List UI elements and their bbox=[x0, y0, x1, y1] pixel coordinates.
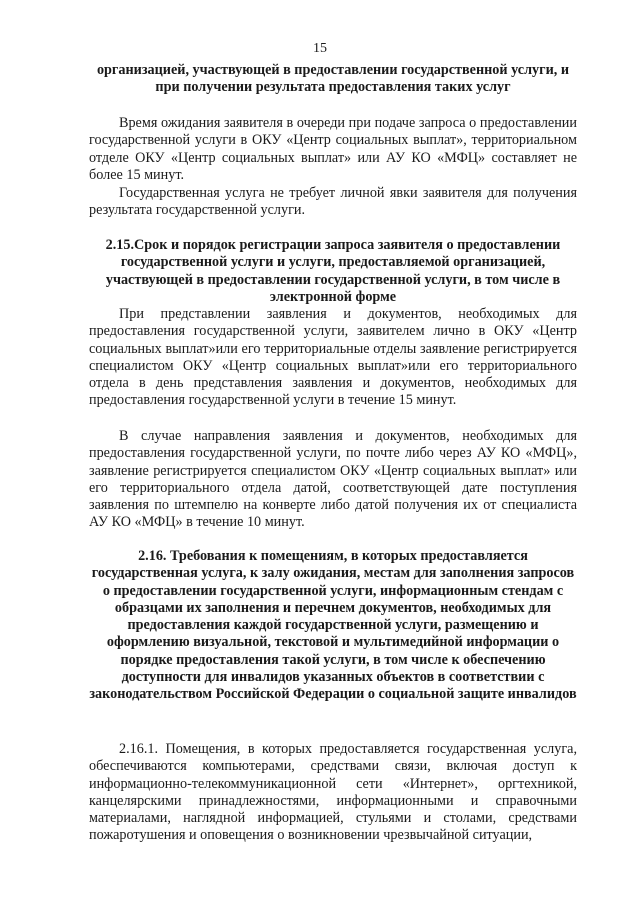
paragraph-no-visit: Государственная услуга не требует личной явки заявителя для получения результата государственной услуги. bbox=[89, 185, 577, 219]
section-2-15-paragraph-2: В случае направления заявления и документов, необходимых для предоставления государственной услуги, по почте либо через АУ КО «МФЦ», заявление регистрируется специалистом ОКУ «Центр социальных выплат» или его территориального отдела датой, соответствующей дате поступления заявления по штемпелю на конверте либо датой получения их от специалиста АУ КО «МФЦ» в течение 10 минут. bbox=[89, 428, 577, 531]
section-2-15-paragraph-1: При представлении заявления и документов, необходимых для предоставления государственной услуги, заявителем лично в ОКУ «Центр социальных выплат»или его территориальные отделы заявление регистрируется специалистом ОКУ «Центр социальных выплат»или его территориального отдела в день представления заявления и документов, необходимых для предоставления государственной услуги в течение 15 минут. bbox=[89, 306, 577, 409]
section-2-16-heading: 2.16. Требования к помещениям, в которых предоставляется государственная услуга, к залу ожидания, местам для заполнения запросов о предоставлении государственной услуги, информационным стендам с образцами их заполнения и перечнем документов, необходимых для предоставления каждой государственной услуги, размещению и оформлению визуальной, текстовой и мультимедийной информации о порядке предоставления такой услуги, в том числе к обеспечению доступности для инвалидов указанных объектов в соответствии с законодательством Российской Федерации о социальной защите инвалидов bbox=[89, 548, 577, 703]
continued-heading: организацией, участвующей в предоставлении государственной услуги, и при получении результата предоставления таких услуг bbox=[96, 62, 570, 96]
page-number: 15 bbox=[313, 41, 327, 56]
section-2-15-heading: 2.15.Срок и порядок регистрации запроса заявителя о предоставлении государственной услуги и услуги, предоставляемой организацией, участвующей в предоставлении государственной услуги, в том числе в электронной форме bbox=[105, 237, 561, 305]
section-2-16-1-paragraph: 2.16.1. Помещения, в которых предоставляется государственная услуга, обеспечиваются компьютерами, средствами связи, включая доступ к информационно-телекоммуникационной сети «Интернет», оргтехникой, канцелярскими принадлежностями, информационными и справочными материалами, наглядной информацией, стульями и столами, средствами пожаротушения и оповещения о возникновении чрезвычайной ситуации, bbox=[89, 741, 577, 844]
paragraph-waiting-time: Время ожидания заявителя в очереди при подаче запроса о предоставлении государственной услуги в ОКУ «Центр социальных выплат», территориальном отделе ОКУ «Центр социальных выплат» или АУ КО «МФЦ» составляет не более 15 минут. bbox=[89, 115, 577, 183]
